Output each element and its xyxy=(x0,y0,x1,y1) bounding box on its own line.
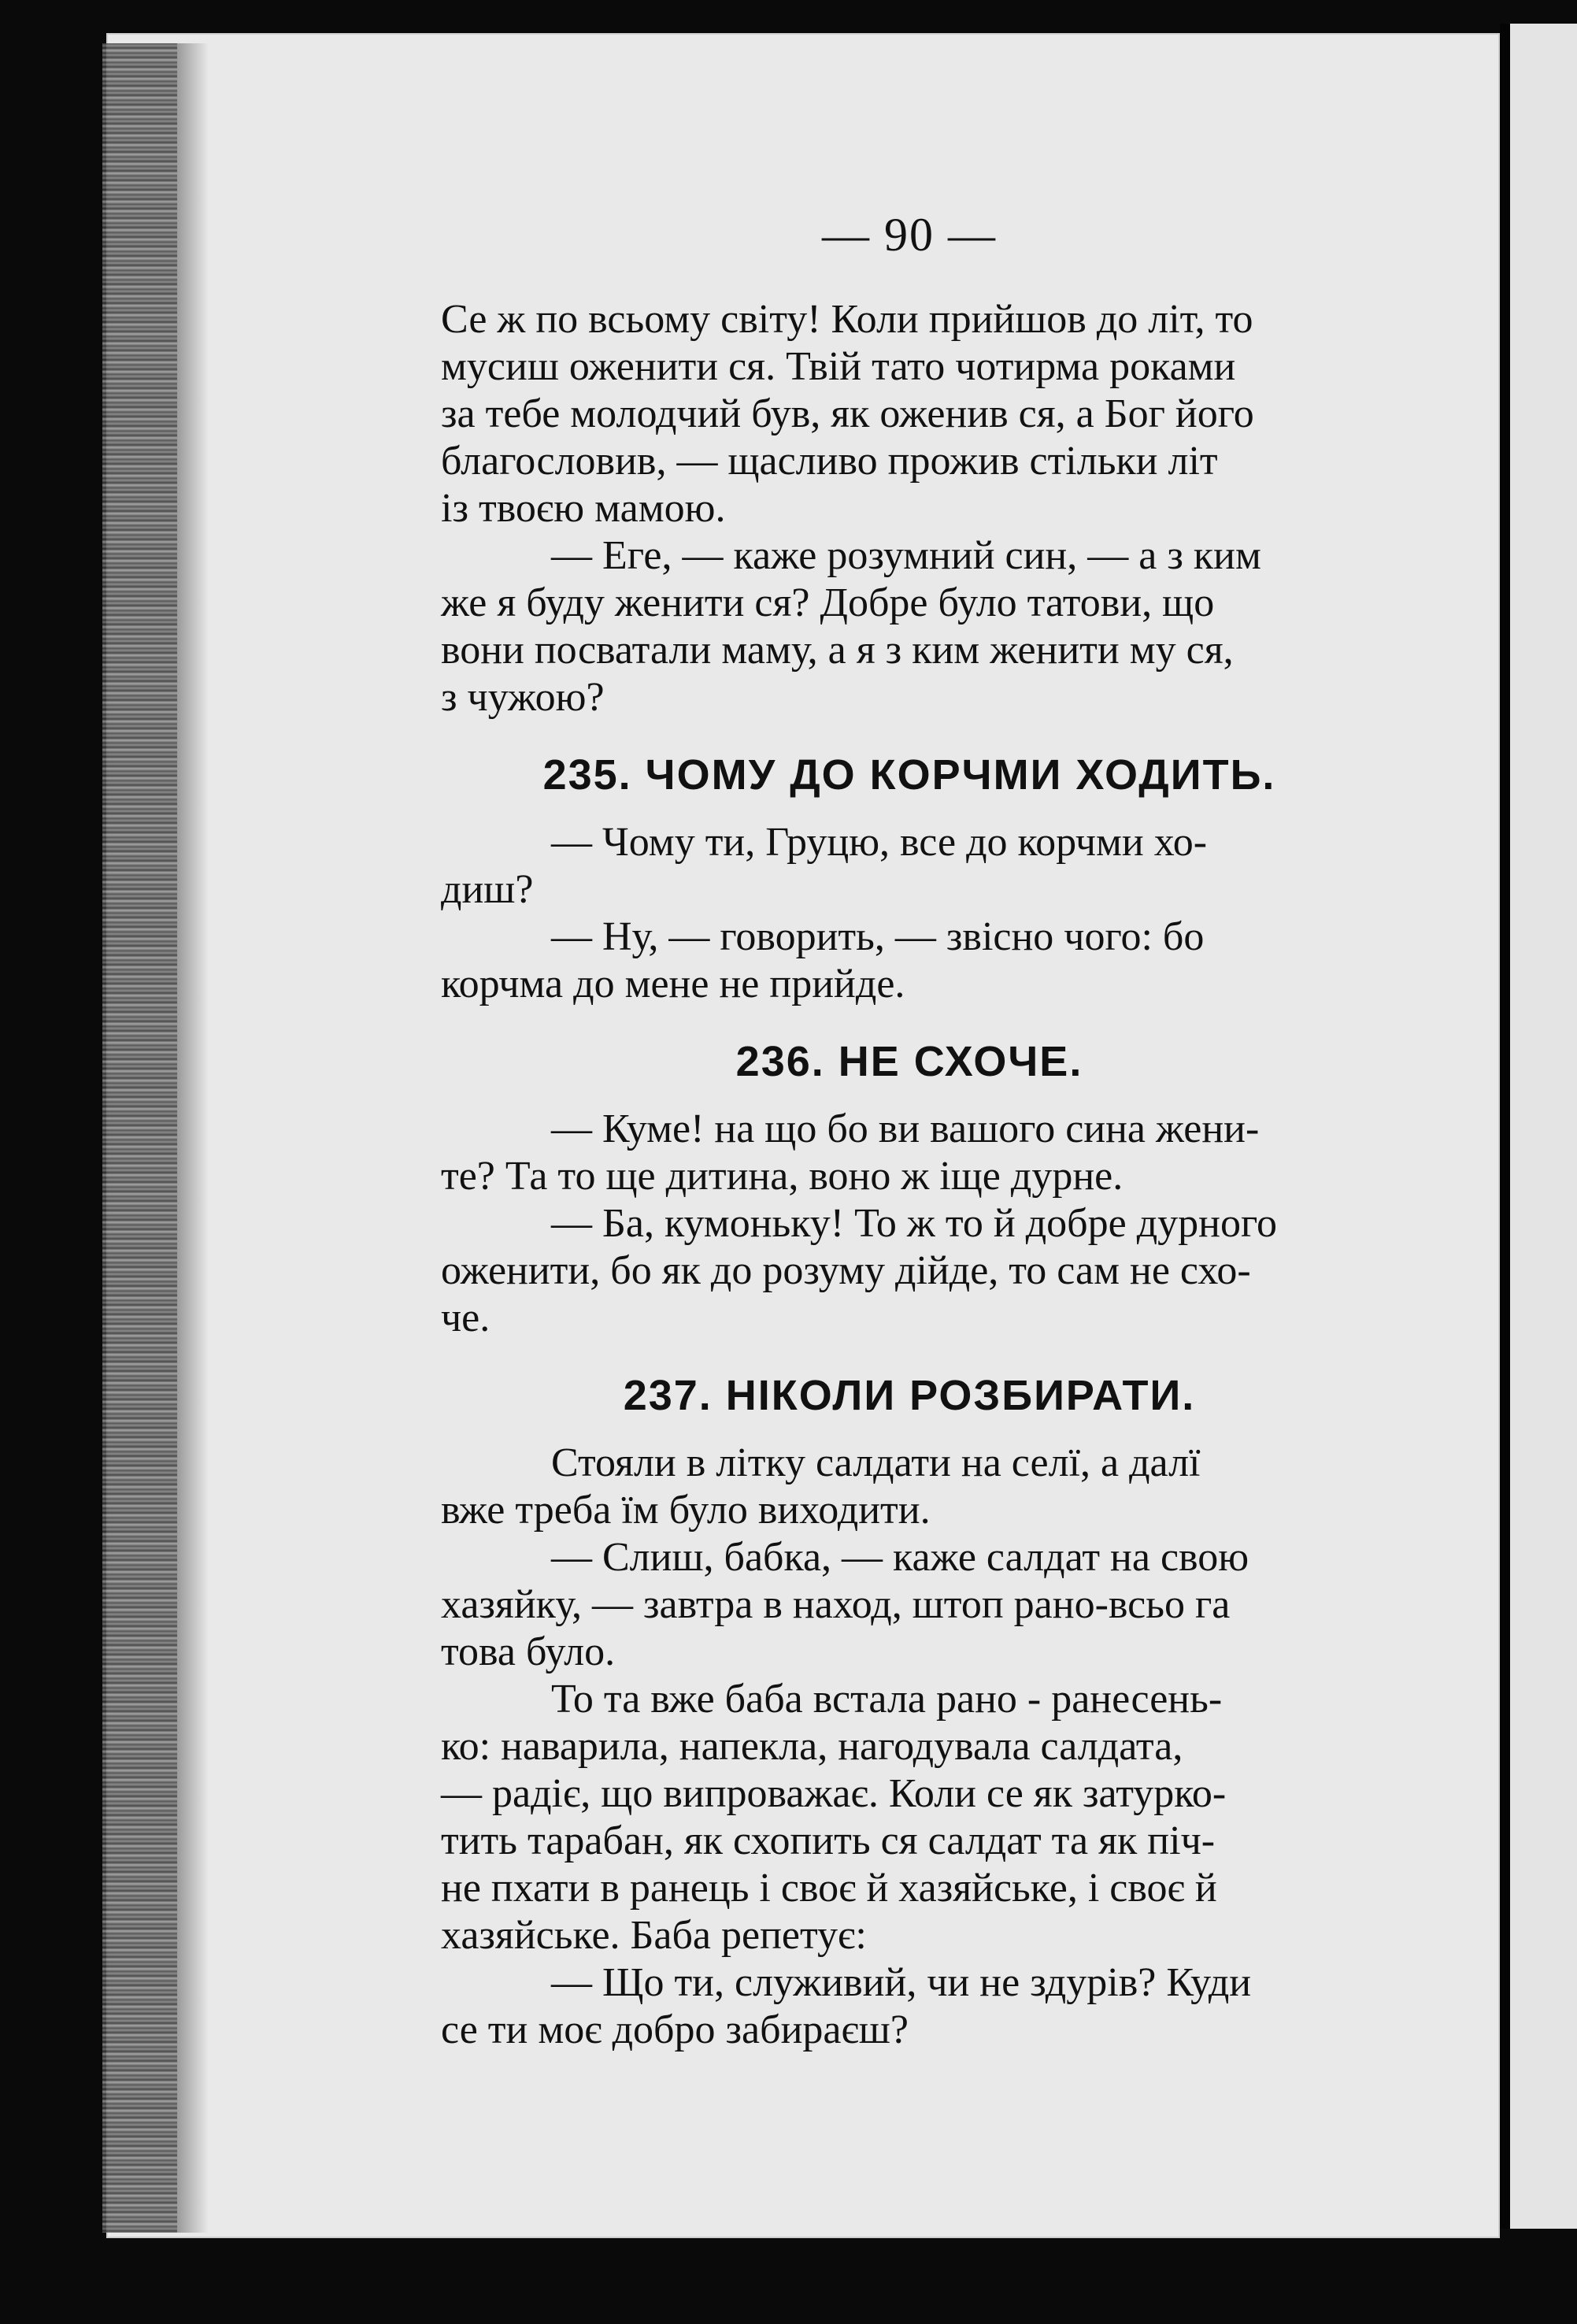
text-line: — Чому ти, Груцю, все до корчми хо- xyxy=(551,820,1208,865)
section-237-paragraph xyxy=(441,1676,1378,1959)
text-line: диш? xyxy=(441,867,534,912)
book-spine-edge xyxy=(102,43,177,2233)
page-text-block xyxy=(441,211,1378,2054)
spine-shadow xyxy=(177,43,209,2233)
text-line: вже треба їм було виходити. xyxy=(441,1488,931,1533)
section-heading-237: 237. НІКОЛИ РОЗБИРАТИ. xyxy=(623,1372,1196,1419)
text-line: че. xyxy=(441,1295,490,1340)
text-line: корчма до мене не прийде. xyxy=(441,962,905,1006)
opening-reply-paragraph xyxy=(441,532,1378,721)
text-line: се ти моє добро забираєш? xyxy=(441,2007,909,2052)
text-line: — Еге, — каже розумний син, — а з ким xyxy=(551,533,1261,578)
page-gutter xyxy=(1500,24,1511,2229)
text-line: за тебе молодчий був, як оженив ся, а Бог його xyxy=(441,391,1254,436)
section-236-paragraph xyxy=(441,1200,1378,1342)
facing-page-edge xyxy=(1510,24,1577,2229)
text-line: — Ба, кумоньку! То ж то й добре дурного xyxy=(551,1201,1278,1246)
section-237-paragraph xyxy=(441,1534,1378,1676)
text-line: хазяйське. Баба репетує: xyxy=(441,1913,867,1958)
text-line: Се ж по всьому світу! Коли прийшов до літ, то xyxy=(441,297,1253,342)
text-line: — Куме! на що бо ви вашого сина жени- xyxy=(551,1106,1260,1151)
text-line: То та вже баба встала рано - ранесень- xyxy=(551,1677,1223,1722)
text-line: те? Та то ще дитина, воно ж іще дурне. xyxy=(441,1154,1124,1199)
section-237-paragraph xyxy=(441,1440,1378,1534)
text-line: з чужою? xyxy=(441,675,605,720)
section-236-paragraph xyxy=(441,1106,1378,1200)
text-line: вони посватали маму, а я з ким женити му ся, xyxy=(441,628,1234,673)
section-235-paragraph xyxy=(441,914,1378,1008)
opening-paragraph xyxy=(441,296,1378,532)
text-line: хазяйку, — завтра в наход, штоп рано-всьо га xyxy=(441,1582,1231,1627)
text-line: — Ну, — говорить, — звісно чого: бо xyxy=(551,914,1205,959)
text-line: — Що ти, служивий, чи не здурів? Куди xyxy=(551,1960,1252,2005)
text-line: благословив, — щасливо прожив стільки літ xyxy=(441,439,1218,484)
text-line: не пхати в ранець і своє й хазяйське, і своє й xyxy=(441,1866,1217,1911)
text-line: тить тарабан, як схопить ся салдат та як піч- xyxy=(441,1818,1216,1863)
text-line: оженити, бо як до розуму дійде, то сам не схо- xyxy=(441,1248,1251,1293)
text-line: із твоєю мамою. xyxy=(441,486,726,531)
text-line: — Слиш, бабка, — каже салдат на свою xyxy=(551,1535,1249,1580)
section-heading-235: 235. ЧОМУ ДО КОРЧМИ ХОДИТЬ. xyxy=(542,751,1276,799)
page-number: — 90 — xyxy=(822,209,997,261)
text-line: — радіє, що випроважає. Коли се як затурко- xyxy=(441,1771,1227,1816)
text-line: Стояли в літку салдати на селї, а далї xyxy=(551,1440,1201,1485)
section-237-paragraph xyxy=(441,1959,1378,2054)
text-line: това було. xyxy=(441,1629,616,1674)
section-235-paragraph xyxy=(441,819,1378,914)
section-heading-236: 236. НЕ СХОЧЕ. xyxy=(735,1038,1083,1085)
text-line: же я буду женити ся? Добре було татови, що xyxy=(441,580,1215,625)
text-line: мусиш оженити ся. Твій тато чотирма роками xyxy=(441,344,1236,389)
text-line: ко: наварила, напекла, нагодувала салдата, xyxy=(441,1724,1183,1769)
